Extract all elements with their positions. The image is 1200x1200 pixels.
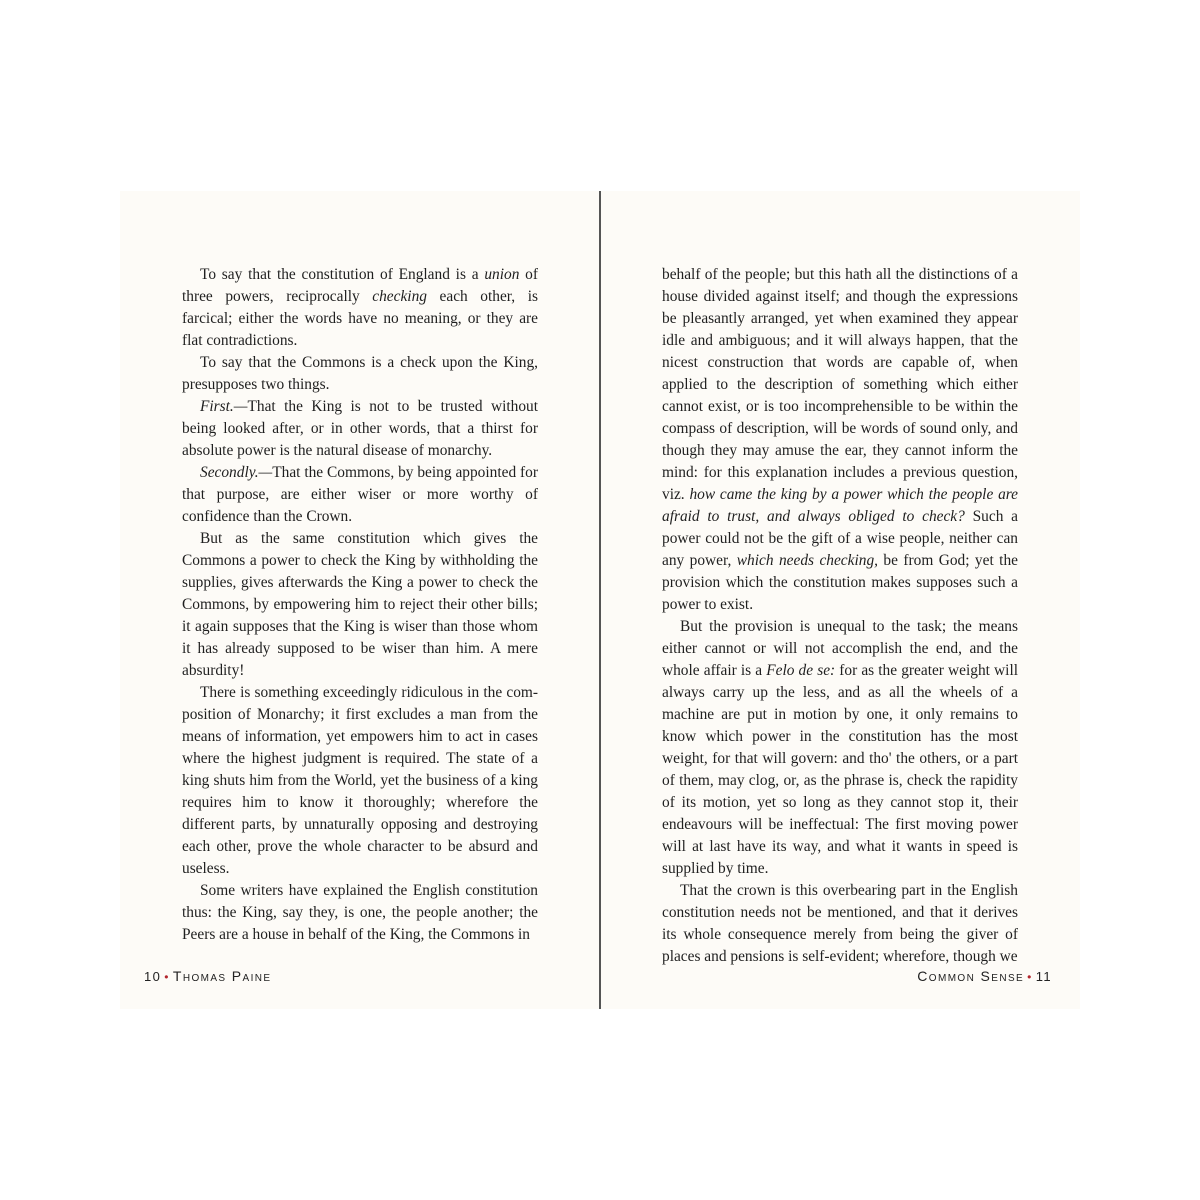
italic-text: which needs checking, [736,552,878,569]
text-run: That the Commons, by being appointed for that purpose, are either wiser or more worthy of confidence than the Crown. [182,464,538,525]
footer-bullet-icon: • [164,970,170,984]
text-run: That the crown is this overbearing part in the English constitution needs not be mentioned, and that it derives its whole consequence merely from being the giver of places and pensions is self-evident; wherefore, though we [662,882,1018,965]
text-run: But the provision is unequal to the task; the means either cannot or will not accomplish the end, and the whole affair is a [662,618,1018,679]
right-running-head: Common Sense [917,968,1025,984]
text-run: each other, is farcical; either the words have no meaning, or they are flat contradictions. [182,288,538,349]
paragraph [182,528,538,682]
footer-bullet-icon: • [1027,970,1033,984]
text-run: behalf of the people; but this hath all the distinctions of a house divided against itself; and though the expressions be pleasantly arranged, yet when examined they appear idle and ambiguous; and it will always happen, that the nicest construction that words are capable of, when applied to the description of something which either cannot exist, or is too incomprehensible to be within the compass of description, will be words of sound only, and though they may amuse the ear, they cannot inform the mind: for this explanation includes a previous question, viz. [662,266,1018,503]
paragraph [182,682,538,880]
text-run: There is something exceedingly ridiculous in the composition of Monarchy; it first excludes a man from the means of information, yet empowers him to act in cases where the highest judgment is required. The state of a king shuts him from the World, yet the business of a king requires him to know it thoroughly; wherefore the different parts, by unnaturally opposing and destroying each other, prove the whole character to be absurd and useless. [182,684,538,877]
italic-text: First.— [200,398,248,415]
right-page-number: 11 [1035,969,1052,984]
right-page-text [662,264,1018,968]
paragraph [182,396,538,462]
paragraph [182,880,538,946]
paragraph [662,616,1018,880]
paragraph [662,264,1018,616]
paragraph [182,462,538,528]
text-run: To say that the Commons is a check upon the King, presupposes two things. [182,354,538,393]
italic-text: how came the king by a power which the people are afraid to trust, and always obliged to check? [662,486,1019,525]
italic-text: Secondly.— [200,464,273,481]
paragraph [182,264,538,352]
italic-text: union [484,266,520,283]
text-run: be from God; yet the provision which the constitution makes supposes such a power to exist. [662,552,1018,613]
left-page-text [182,264,538,946]
text-run: Some writers have explained the English constitution thus: the King, say they, is one, the people another; the Peers are a house in behalf of the King, the Commons in [182,882,538,943]
right-page-footer [917,968,1052,984]
text-run: of three powers, reciprocally [182,266,538,305]
text-run: To say that the constitution of England is a [200,266,485,283]
text-run: That the King is not to be trusted without being looked after, or in other words, that a thirst for absolute power is the natural disease of monarchy. [182,398,538,459]
text-run: Such a power could not be the gift of a wise people, neither can any power, [662,508,1019,569]
paragraph [662,880,1018,968]
italic-text: Felo de se: [766,662,836,679]
left-page-number: 10 [144,969,162,984]
book-gutter [599,191,601,1009]
left-running-head: Thomas Paine [172,968,272,984]
paragraph [182,352,538,396]
italic-text: checking [372,288,427,305]
text-run: for as the greater weight will always carry up the less, and as all the wheels of a machine are put in motion by one, it only remains to know which power in the constitution has the most weight, for that will govern: and tho' the others, or a part of them, may clog, or, as the phrase is, check the rapidity of its motion, yet so long as they cannot stop it, their endeavours will be ineffectual: The first moving power will at last have its way, and what it wants in speed is supplied by time. [662,662,1018,877]
text-run: But as the same constitution which gives the Commons a power to check the King by withholding the supplies, gives afterwards the King a power to check the Commons, by empowering him to reject their other bills; it again supposes that the King is wiser than those whom it has already supposed to be wiser than him. A mere absurdity! [182,530,538,679]
left-page-footer [144,968,271,984]
